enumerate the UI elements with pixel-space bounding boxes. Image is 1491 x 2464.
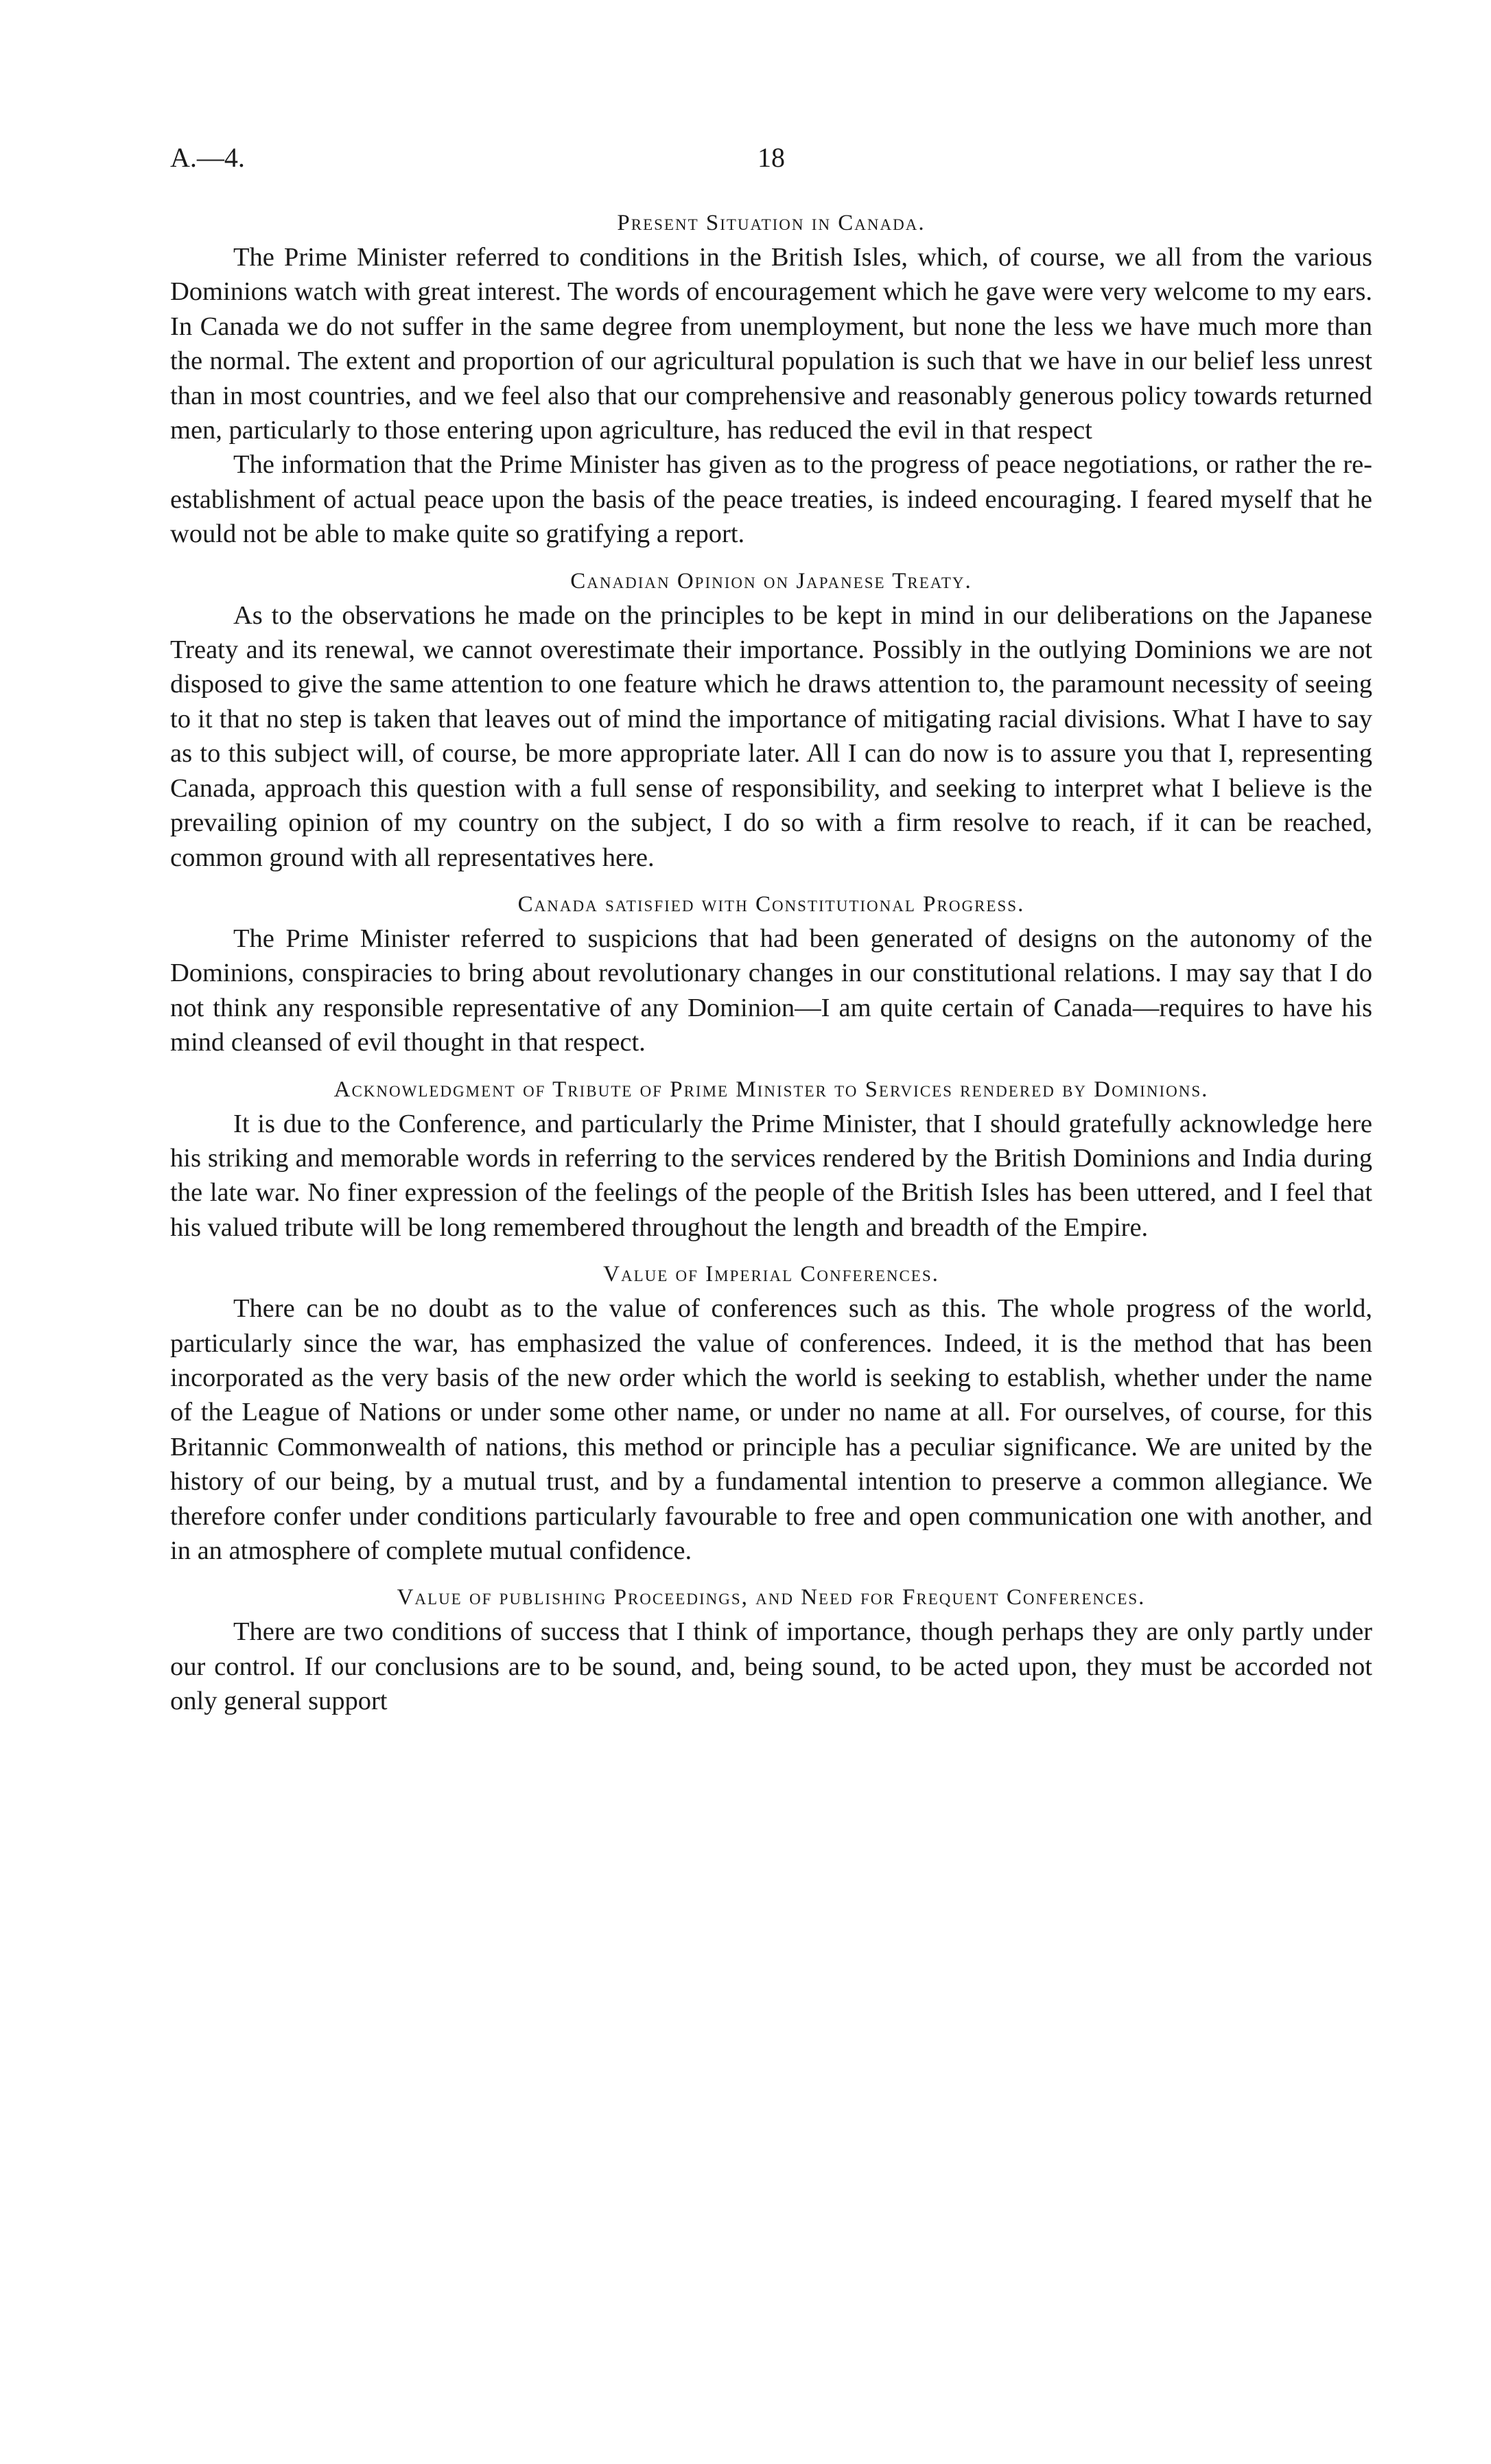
section-japanese-treaty (170, 564, 1372, 875)
section-publishing-proceedings (170, 1580, 1372, 1718)
section-heading: Present Situation in Canada. (617, 211, 926, 235)
paragraph: It is due to the Conference, and particularly the Prime Minister, that I should gratefully acknowledge here his striking and memorable words in referring to the services rendered by the British Dominions and India during the late war. No finer expression of the feelings of the people of the British Isles has been uttered, and I feel that his valued tribute will be long remembered throughout the length and breadth of the Empire. (170, 1109, 1372, 1242)
page-header (170, 137, 1372, 178)
section-heading: Value of publishing Proceedings, and Need for Frequent Conferences. (397, 1585, 1146, 1610)
document-reference: A.—4. (170, 142, 245, 173)
paragraph: As to the observations he made on the principles to be kept in mind in our deliberations on the Japanese Treaty and its renewal, we cannot overestimate their importance. Possibly in the outlying Dominions we are not disposed to give the same attention to one feature which he draws attention to, the paramount necessity of seeing to it that no step is taken that leaves out of mind the importance of mitigating racial divisions. What I have to say as to this subject will, of course, be more appropriate later. All I can do now is to assure you that I, representing Canada, approach this question with a full sense of responsibility, and seeking to interpret what I believe is the prevailing opinion of my country on the subject, I do so with a firm resolve to reach, if it can be reached, common ground with all representatives here. (170, 600, 1372, 872)
paragraph: The Prime Minister referred to conditions in the British Isles, which, of course, we all from the various Dominions watch with great interest. The words of encouragement which he gave were very welcome to my ears. In Canada we do not suffer in the same degree from unemployment, but none the less we have much more than the normal. The extent and proportion of our agricultural population is such that we have in our belief less unrest than in most countries, and we feel also that our comprehensive and reasonably generous policy towards returned men, particularly to those entering upon agriculture, has reduced the evil in that respect (170, 243, 1372, 445)
section-heading: Canadian Opinion on Japanese Treaty. (570, 568, 972, 594)
section-heading: Acknowledgment of Tribute of Prime Minister to Services rendered by Dominions. (333, 1077, 1209, 1102)
paragraph: The information that the Prime Minister has given as to the progress of peace negotiations, or rather the re-establishment of actual peace upon the basis of the peace treaties, is indeed encouraging. I feared myself that he would not be able to make quite so gratifying a report. (170, 450, 1372, 549)
paragraph: The Prime Minister referred to suspicions that had been generated of designs on the autonomy of the Dominions, conspiracies to bring about revolutionary changes in our constitutional relations. I may say that I do not think any responsible representative of any Dominion—I am quite certain of Canada—requires to have his mind cleansed of evil thought in that respect. (170, 924, 1372, 1057)
paragraph: There are two conditions of success that I think of importance, though perhaps they are only partly under our control. If our conclusions are to be sound, and, being sound, to be acted upon, they must be accorded not only general support (170, 1617, 1372, 1716)
section-heading: Canada satisfied with Constitutional Progress. (517, 891, 1025, 917)
section-present-situation (170, 206, 1372, 552)
document-body (170, 206, 1372, 1719)
section-acknowledgment-tribute (170, 1072, 1372, 1245)
page-number: 18 (758, 142, 785, 173)
section-heading: Value of Imperial Conferences. (603, 1262, 939, 1287)
paragraph: There can be no doubt as to the value of conferences such as this. The whole progress of the world, particularly since the war, has emphasized the value of conferences. Indeed, it is the method that has been incorporated as the very basis of the new order which the world is seeking to establish, whether under the name of the League of Nations or under some other name, or under no name at all. For ourselves, of course, for this Britannic Commonwealth of nations, this method or principle has a peculiar significance. We are united by the history of our being, by a mutual trust, and by a fundamental intention to preserve a common allegiance. We therefore confer under conditions particularly favourable to free and open communication one with another, and in an atmosphere of complete mutual confidence. (170, 1294, 1372, 1565)
section-imperial-conferences (170, 1257, 1372, 1568)
section-constitutional-progress (170, 887, 1372, 1060)
